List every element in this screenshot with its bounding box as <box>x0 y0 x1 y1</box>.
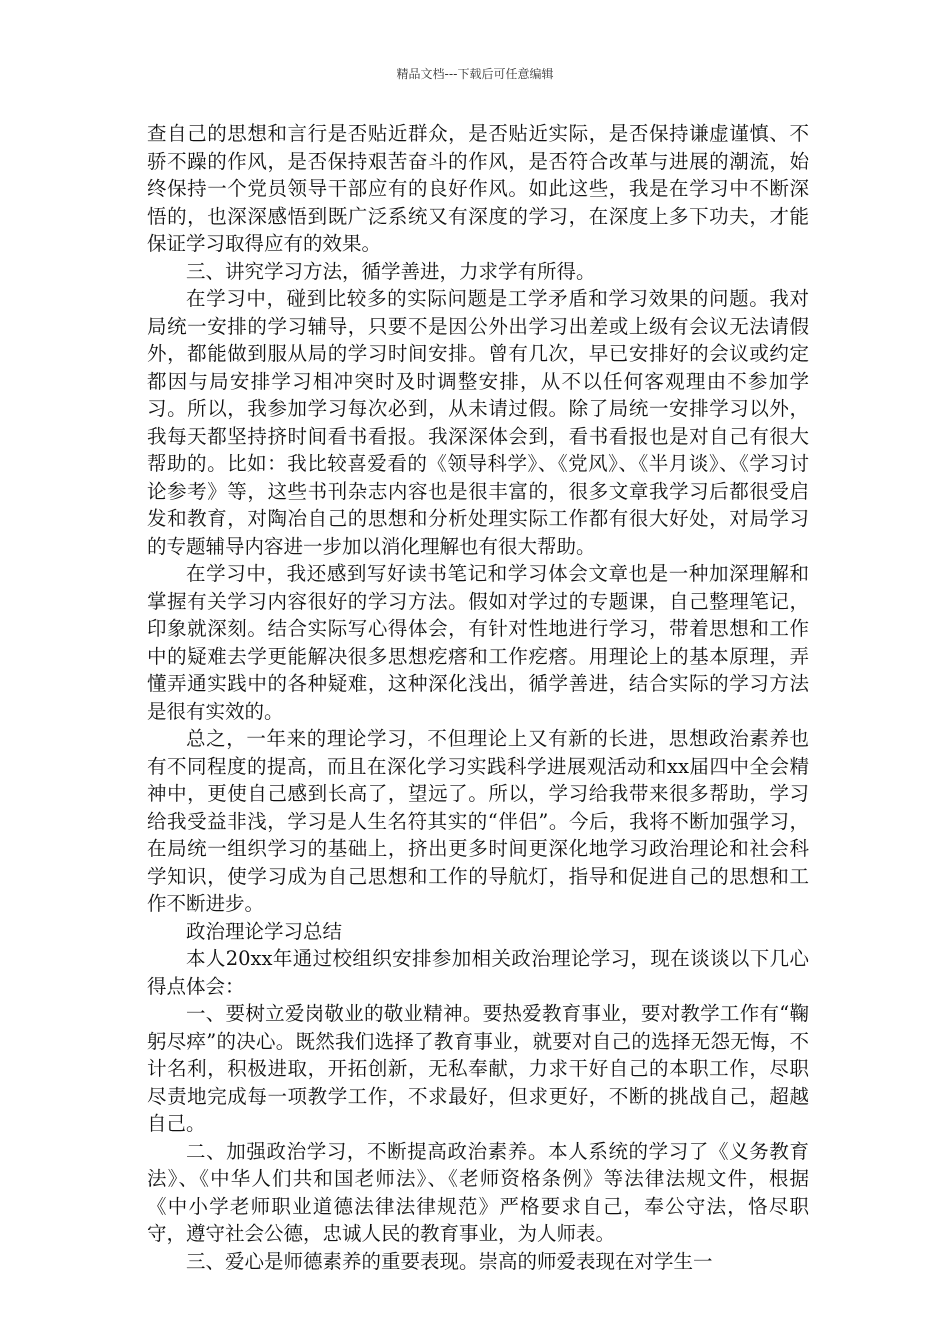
paragraph: 三、爱心是师德素养的重要表现。崇高的师爱表现在对学生一 <box>186 1249 713 1273</box>
paragraph: 在学习中，碰到比较多的实际问题是工学矛盾和学习效果的问题。我对局统一安排的学习辅导，只要不是因公外出学习出差或上级有会议无法请假外，都能做到服从局的学习时间安排。曾有几次，早已安排好的会议或约定都因与局安排学习相冲突时及时调整安排，从不以任何客观理由不参加学习。所以，我参加学习每次必到，从未请过假。除了局统一安排学习以外，我每天都坚持挤时间看书看报。我深深体会到，看书看报也是对自己有很大帮助的。比如：我比较喜爱看的《领导科学》、《党风》、《半月谈》、《学习讨论参考》等，这些书刊杂志内容也是很丰富的，很多文章我学习后都很受启发和教育，对陶冶自己的思想和分析处理实际工作都有很大好处，对局学习的专题辅导内容进一步加以消化理解也有很大帮助。 <box>147 287 809 558</box>
page-header: 精品文档---下载后可任意编辑 <box>396 67 554 81</box>
paragraph: 总之，一年来的理论学习，不但理论上又有新的长进，思想政治素养也有不同程度的提高，而且在深化学习实践科学进展观活动和xx届四中全会精神中，更使自己感到长高了，望远了。所以，学习给我带来很多帮助，学习给我受益非浅，学习是人生名符其实的“伴侣”。今后，我将不断加强学习，在局统一组织学习的基础上，挤出更多时间更深化地学习政治理论和社会科学知识，使学习成为自己思想和工作的导航灯，指导和促进自己的思想和工作不断进步。 <box>147 727 809 915</box>
paragraph: 在学习中，我还感到写好读书笔记和学习体会文章也是一种加深理解和掌握有关学习内容很好的学习方法。假如对学过的专题课，自己整理笔记，印象就深刻。结合实际写心得体会，有针对性地进行学习，带着思想和工作中的疑难去学更能解决很多思想疙瘩和工作疙瘩。用理论上的基本原理，弄懂弄通实践中的各种疑难，这种深化浅出，循学善进，结合实际的学习方法是很有实效的。 <box>147 562 809 723</box>
document-body <box>147 120 809 1275</box>
paragraph: 本人20xx年通过校组织安排参加相关政治理论学习，现在谈谈以下几心得点体会： <box>147 947 809 998</box>
paragraph: 一、要树立爱岗敬业的敬业精神。要热爱教育事业，要对教学工作有“鞠躬尽瘁”的决心。既然我们选择了教育事业，就要对自己的选择无怨无悔，不计名利，积极进取，开拓创新，无私奉献，力求干好自己的本职工作，尽职尽责地完成每一项教学工作，不求最好，但求更好，不断的挑战自己，超越自己。 <box>147 1002 809 1135</box>
section-heading: 三、讲究学习方法，循学善进，力求学有所得。 <box>186 259 596 283</box>
paragraph: 查自己的思想和言行是否贴近群众，是否贴近实际，是否保持谦虚谨慎、不骄不躁的作风，是否保持艰苦奋斗的作风，是否符合改革与进展的潮流，始终保持一个党员领导干部应有的良好作风。如此这些，我是在学习中不断深悟的，也深深感悟到既广泛系统又有深度的学习，在深度上多下功夫，才能保证学习取得应有的效果。 <box>147 122 809 255</box>
paragraph: 二、加强政治学习，不断提高政治素养。本人系统的学习了《义务教育法》、《中华人们共和国老师法》、《老师资格条例》等法律法规文件，根据《中小学老师职业道德法律法律规范》严格要求自己，奉公守法，恪尽职守，遵守社会公德，忠诚人民的教育事业，为人师表。 <box>147 1139 809 1245</box>
document-title: 政治理论学习总结 <box>186 919 343 943</box>
